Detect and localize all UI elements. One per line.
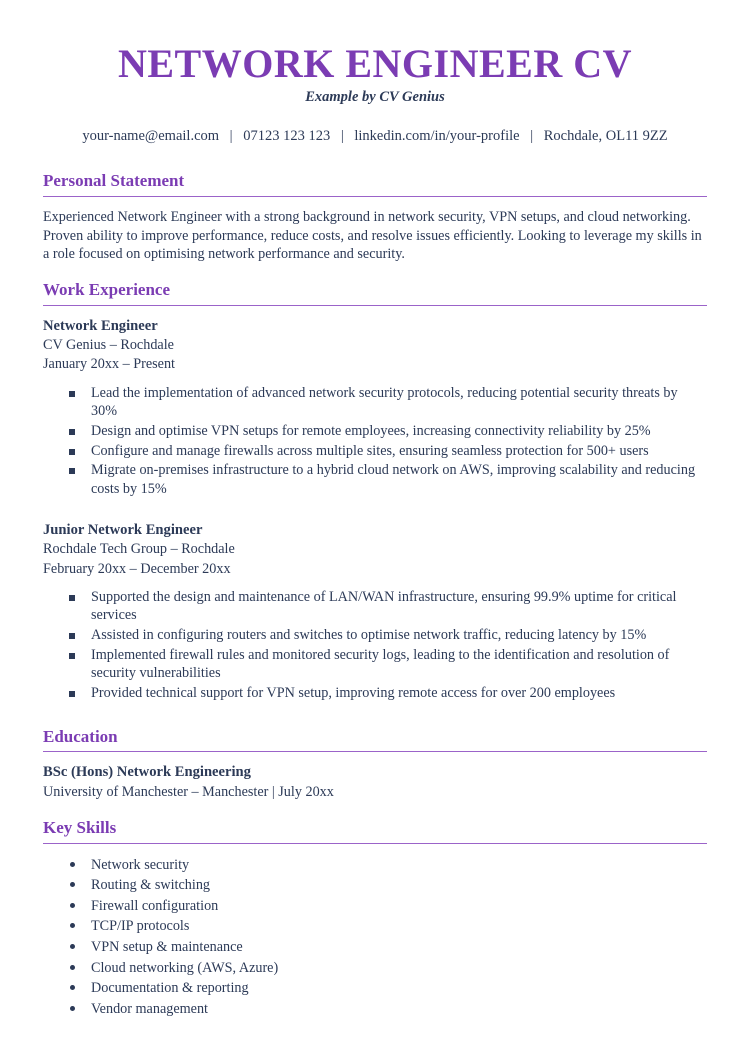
key-skills-body <box>43 855 707 1020</box>
job-bullet: Supported the design and maintenance of LAN/WAN infrastructure, ensuring 99.9% uptime for critical services <box>69 588 707 625</box>
work-experience-body <box>43 317 707 703</box>
cv-subtitle: Example by CV Genius <box>305 89 445 106</box>
job-dates: February 20xx – December 20xx <box>43 560 231 577</box>
education-entry <box>43 763 707 802</box>
contact-email[interactable]: your-name@email.com <box>82 128 220 145</box>
skills-list <box>43 855 707 1020</box>
contact-line <box>43 128 707 145</box>
job-bullet-list <box>43 588 707 703</box>
section-key-skills <box>43 818 707 1019</box>
education-degree: BSc (Hons) Network Engineering <box>43 764 251 781</box>
job-entry <box>43 521 707 703</box>
job-bullet: Design and optimise VPN setups for remote employees, increasing connectivity reliability by 25% <box>69 422 707 441</box>
section-divider <box>43 305 707 306</box>
contact-separator: | <box>530 128 534 145</box>
job-bullet: Assisted in configuring routers and switches to optimise network traffic, reducing latency by 15% <box>69 626 707 645</box>
section-heading-education: Education <box>43 726 118 746</box>
education-school: University of Manchester – Manchester | July 20xx <box>43 784 334 801</box>
job-bullet: Lead the implementation of advanced network security protocols, reducing potential security threats by 30% <box>69 384 707 421</box>
skill-item: Firewall configuration <box>69 896 707 917</box>
section-spacer <box>43 713 707 727</box>
job-entry <box>43 317 707 499</box>
section-education <box>43 727 707 802</box>
job-title: Junior Network Engineer <box>43 521 203 538</box>
job-bullet: Configure and manage firewalls across multiple sites, ensuring seamless protection for 500+ users <box>69 442 707 461</box>
job-bullet: Provided technical support for VPN setup, improving remote access for over 200 employees <box>69 684 707 703</box>
section-divider <box>43 751 707 752</box>
contact-location: Rochdale, OL11 9ZZ <box>543 128 668 145</box>
section-heading-personal-statement: Personal Statement <box>43 171 185 191</box>
job-company: CV Genius – Rochdale <box>43 337 174 354</box>
skill-item: VPN setup & maintenance <box>69 937 707 958</box>
section-heading-work-experience: Work Experience <box>43 280 171 300</box>
job-title: Network Engineer <box>43 317 158 334</box>
section-divider <box>43 843 707 844</box>
skill-item: TCP/IP protocols <box>69 916 707 937</box>
skill-item: Cloud networking (AWS, Azure) <box>69 958 707 979</box>
job-dates: January 20xx – Present <box>43 356 175 373</box>
section-personal-statement <box>43 171 707 264</box>
section-heading-key-skills: Key Skills <box>43 818 117 838</box>
skill-item: Documentation & reporting <box>69 978 707 999</box>
entry-spacer <box>43 509 707 521</box>
contact-linkedin[interactable]: linkedin.com/in/your-profile <box>354 128 520 145</box>
job-bullet-list <box>43 384 707 499</box>
contact-phone[interactable]: 07123 123 123 <box>243 128 331 145</box>
section-divider <box>43 196 707 197</box>
section-work-experience <box>43 280 707 703</box>
education-body <box>43 763 707 802</box>
personal-statement-body <box>43 208 707 265</box>
personal-statement-text: Experienced Network Engineer with a strong background in network security, VPN setups, and cloud networking. Proven ability to improve performance, reduce costs, and resolve issues efficiently. Looking to leverage my skills in a role focused on optimising network performance and security. <box>43 208 702 263</box>
cv-header <box>43 42 707 145</box>
skill-item: Network security <box>69 855 707 876</box>
job-company: Rochdale Tech Group – Rochdale <box>43 541 235 558</box>
skill-item: Vendor management <box>69 999 707 1020</box>
contact-separator: | <box>229 128 233 145</box>
cv-title: NETWORK ENGINEER CV <box>117 41 632 86</box>
skill-item: Routing & switching <box>69 875 707 896</box>
job-bullet: Migrate on-premises infrastructure to a hybrid cloud network on AWS, improving scalability and reducing costs by 15% <box>69 461 707 498</box>
job-bullet: Implemented firewall rules and monitored security logs, leading to the identification and resolution of security vulnerabilities <box>69 646 707 683</box>
contact-separator: | <box>340 128 344 145</box>
